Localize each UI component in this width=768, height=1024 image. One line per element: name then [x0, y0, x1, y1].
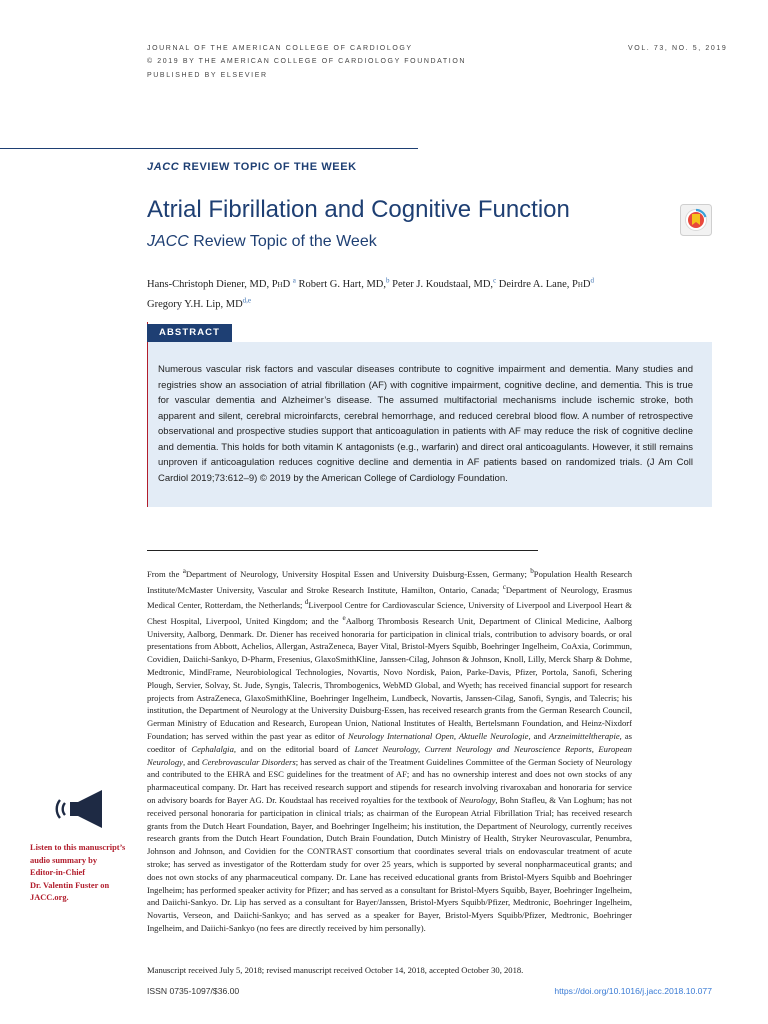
author-affiliation-mark[interactable]: c	[493, 276, 497, 284]
author: Robert G. Hart, MD,$^b$	[298, 276, 390, 290]
header-rule	[0, 148, 418, 149]
subtitle-jacc: JACC	[147, 233, 189, 250]
author: Peter J. Koudstaal, MD,$^c$	[392, 276, 497, 290]
author-affiliation-mark[interactable]: d	[590, 276, 594, 284]
abstract-text: Numerous vascular risk factors and vascular diseases contribute to cognitive impairment and dementia. Many studies and registries show an association of atrial fibrillation (AF) with cognitive impairment, cognitive decline, and dementia. This is true for vascular dementia and Alzheimer’s disease. The assumed multifactorial mechanisms include ischemic stroke, both apparent and silent, cerebral microinfarcts, cerebral hemorrhage, and reduced cerebral blood flow. A number of retrospective observational and prospective studies support that anticoagulation in patients with AF may reduce the risk of cognitive decline and dementia. This holds for both vitamin K antagonists (e.g., warfarin) and direct oral anticoagulants. However, it still remains unproven if anticoagulation reduces cognitive decline and dementia in AF patients based on randomized trials. (J Am Coll Cardiol 2019;73:612–9) © 2019 by the American College of Cardiology Foundation.	[158, 364, 693, 484]
section-label-rest: REVIEW TOPIC OF THE WEEK	[179, 161, 357, 173]
abstract-label: ABSTRACT	[147, 324, 232, 342]
author-affiliation-mark[interactable]: a	[292, 276, 296, 284]
subtitle-rest: Review Topic of the Week	[188, 233, 377, 250]
section-label-jacc: JACC	[147, 161, 180, 173]
copyright-line: © 2019 BY THE AMERICAN COLLEGE OF CARDIOLOGY FOUNDATION	[147, 58, 467, 65]
doi-link[interactable]: https://doi.org/10.1016/j.jacc.2018.10.077	[554, 986, 712, 996]
publisher-line: PUBLISHED BY ELSEVIER	[147, 72, 268, 79]
author: Deirdre A. Lane, PhD$^d$	[498, 276, 594, 290]
author: Hans-Christoph Diener, MD, PhD $^a$	[147, 276, 296, 290]
journal-name: JOURNAL OF THE AMERICAN COLLEGE OF CARDIOLOGY	[147, 45, 413, 52]
affiliations-disclosures: From the $^a$Department of Neurology, University Hospital Essen and University Duisburg-Essen, Germany; $^b$Population Health Research Institute/McMaster University, Vascular and Stroke Research Institute, Hamilton, Ontario, Canada; $^c$Department of Neurology, Erasmus Medical Center, Rotterdam, the Netherlands; $^d$Liverpool Centre for Cardiovascular Science, University of Liverpool and Liverpool Heart & Chest Hospital, Liverpool, United Kingdom; and the $^e$Aalborg Thrombosis Research Unit, Department of Clinical Medicine, Aalborg University, Aalborg, Denmark. Dr. Diener has received honoraria for participation in clinical trials, contribution to advisory boards, or oral presentations from Abbott, Achelios, Allergan, AstraZeneca, Bayer Vital, Bristol-Myers Squibb, Boehringer Ingelheim, CoAxia, Corimmun, Covidien, Daiichi-Sankyo, D-Pharm, Fresenius, GlaxoSmithKline, Janssen-Cilag, Johnson & Johnson, Knoll, Lilly, Merck Sharp & Dohme, Medtronic, MindFrame, Neurobiological Technologies, Novartis, Novo Nordisk, Paion, Parke-Davis, Pfizer, Portola, Sanofi, Schering Plough, Servier, Solvay, St. Jude, Syngis, Talecris, Thrombogenics, WebMD Global, and Wyeth; has received financial support for research projects from AstraZeneca, GlaxoSmithKline, Boehringer Ingelheim, Lundbeck, Novartis, Janssen-Cilag, Sanofi, Syngis, and Talecris; his institution, the Department of Neurology at the University Duisburg-Essen, has received research grants from the German Research Council, German Ministry of Education and Research, European Union, National Institutes of Health, Bertelsmann Foundation, and Heinz-Nixdorf Foundation; has served within the past year as editor of Neurology International Open, Aktuelle Neurologie, and Arzneimitteltherapie, as coeditor of Cephalalgia, and on the editorial board of Lancet Neurology, Current Neurology and Neuroscience Reports, European Neurology, and Cerebrovascular Disorders; has served as chair of the Treatment Guidelines Committee of the German Society of Neurology and contributed to the EHRA and ESC guidelines for the treatment of AF; and has no ownership interest and does not own stocks of any pharmaceutical company. Dr. Hart has received research support and stipends for research involving rivaroxaban and honoraria for service on advisory boards for Bayer AG. Dr. Koudstaal has received royalties for the textbook of Neurology, Bohn Stafleu, & Van Loghum; has not received personal honoraria for participation in clinical trials; as chairman of the European Atrial Fibrillation Trial; has received research grants from the Dutch Heart Foundation, Bayer, and Boehringer Ingelheim; his institution, the Department of Neurology, currently receives research grants from the Dutch Heart Foundation, Dutch Brain Foundation, Dutch Ministry of Health, Stryker Neurovascular, Penumbra, Johnson and Johnson, and Covidien for the CONTRAST consortium that coordinates several trials on endovascular treatment of acute stroke; has served as investigator of the Rotterdam study for over 25 years, which is supported by several nonpharmaceutical grants; and does not own stocks of any pharmaceutical company. Dr. Lane has received educational grants from Bristol-Myers Squibb and Boehringer Ingelheim; has performed speaker activity for Pfizer; and has served as a consultant for Bristol-Myers Squibb, Bayer, Boehringer Ingelheim, and Daiichi-Sankyo. Dr. Lip has served as a consultant for Bayer/Janssen, Bristol-Myers Squibb/Pfizer, Medtronic, Boehringer Ingelheim, Novartis, Verseon, and Daiichi-Sankyo; and has served as a speaker for Bayer, Bristol-Myers Squibb/Pfizer, Medtronic, Boehringer Ingelheim, and Daiichi-Sankyo (no fees are directly received by him personally).	[147, 567, 633, 933]
author-list	[147, 272, 707, 313]
audio-summary-note[interactable]: Listen to this manuscript’s audio summary by Editor-in-Chief Dr. Valentin Fuster on JACC.org.	[30, 843, 126, 903]
manuscript-dates: Manuscript received July 5, 2018; revised manuscript received October 14, 2018, accepted October 30, 2018.	[147, 965, 524, 975]
volume-issue: VOL. 73, NO. 5, 2019	[628, 45, 728, 52]
speaker-audio-icon[interactable]	[54, 786, 108, 832]
author: Gregory Y.H. Lip, MD$^{d,e}$	[147, 296, 252, 310]
author-affiliation-mark[interactable]: b	[386, 276, 390, 284]
issn: ISSN 0735-1097/$36.00	[147, 986, 240, 996]
article-subtitle	[147, 233, 377, 251]
article-title: Atrial Fibrillation and Cognitive Function	[147, 196, 570, 223]
crossmark-icon[interactable]	[680, 204, 712, 236]
footnote-rule	[147, 550, 538, 551]
author-affiliation-mark[interactable]: d,e	[242, 296, 252, 305]
section-label	[147, 161, 357, 173]
